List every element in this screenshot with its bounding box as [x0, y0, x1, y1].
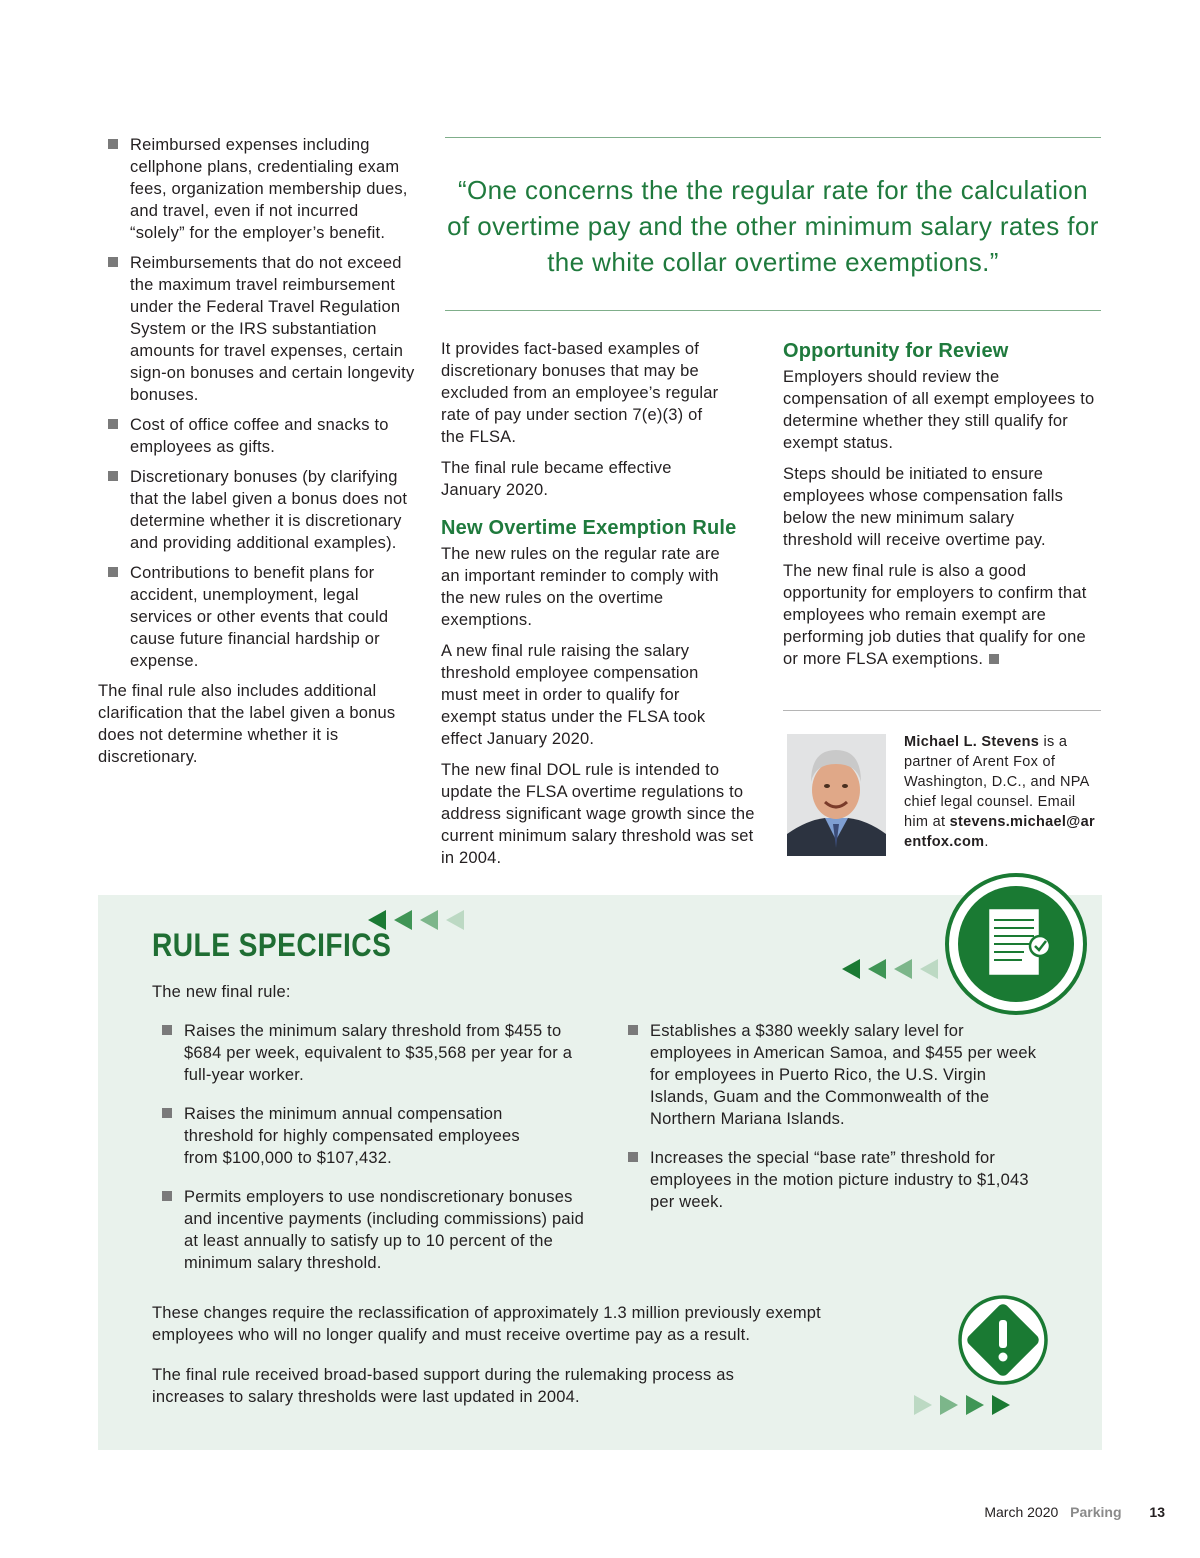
author-email[interactable]: stevens.michael@arentfox.com [904, 814, 1095, 850]
author-bio [904, 732, 1100, 852]
warning-icon [957, 1294, 1049, 1386]
bio-text-end: . [984, 834, 989, 850]
paragraph: Steps should be initiated to ensure employees whose compensation falls below the new minimum salary threshold will receive overtime pay. [783, 465, 1064, 549]
paragraph: The final rule became effective January 2020. [441, 459, 672, 499]
expense-list [98, 134, 416, 672]
list-item: Reimbursed expenses including cellphone plans, credentialing exam fees, organization membership dues, and travel, even if not incurred “solely” for the employer’s benefit. [98, 134, 416, 244]
paragraph [783, 560, 1103, 670]
panel-paragraphs [152, 1302, 882, 1417]
left-column [98, 134, 416, 777]
page-number: 13 [1149, 1504, 1165, 1520]
paragraph: A new final rule raising the salary threshold employee compensation must meet in order to qualify for exempt status under the FLSA took effect January 2020. [441, 642, 706, 748]
quote-bottom-rule [445, 310, 1101, 311]
author-name: Michael L. Stevens [904, 734, 1040, 750]
right-column [783, 338, 1103, 679]
panel-intro: The new final rule: [152, 983, 291, 1001]
paragraph: The new rules on the regular rate are an important reminder to comply with the new rules on the overtime exemptions. [441, 545, 720, 629]
list-item: Establishes a $380 weekly salary level for employees in American Samoa, and $455 per week for employees in Puerto Rico, the U.S. Virgin Islands, Guam and the Commonwealth of the Northern Mariana Islands. [618, 1020, 1038, 1130]
end-mark-icon [989, 654, 999, 664]
list-item: Cost of office coffee and snacks to employees as gifts. [98, 414, 416, 458]
page-footer [940, 1503, 1165, 1521]
middle-column [441, 338, 759, 878]
portrait-image [787, 734, 886, 856]
author-photo [787, 734, 886, 856]
closing-paragraph: The final rule also includes additional clarification that the label given a bonus does not determine whether it is discretionary. [98, 682, 396, 766]
section-heading: New Overtime Exemption Rule [441, 517, 737, 539]
paragraph: These changes require the reclassification of approximately 1.3 million previously exempt employees who will no longer qualify and must receive overtime pay as a result. [152, 1304, 821, 1344]
paragraph: The final rule received broad-based support during the rulemaking process as increases to salary thresholds were last updated in 2004. [152, 1366, 735, 1406]
paragraph-text: The new final rule is also a good opportunity for employers to confirm that employees who remain exempt are performing job duties that qualify for one or more FLSA exemptions. [783, 562, 1087, 668]
list-item: Increases the special “base rate” threshold for employees in the motion picture industry to $1,043 per week. [618, 1147, 1038, 1213]
panel-title: RULE SPECIFICS [152, 927, 392, 963]
bio-text: is a partner of Arent Fox of Washington, D.C., and NPA chief legal counsel. Email him at [904, 734, 1089, 830]
paragraph: Employers should review the compensation of all exempt employees to determine whether they still qualify for exempt status. [783, 368, 1095, 452]
list-item: Raises the minimum annual compensation threshold for highly compensated employees from $100,000 to $107,432. [152, 1103, 584, 1169]
list-item: Discretionary bonuses (by clarifying that the label given a bonus does not determine whether it is discretionary and providing additional examples). [98, 466, 416, 554]
document-check-icon [944, 872, 1088, 1016]
paragraph: The new final DOL rule is intended to update the FLSA overtime regulations to address significant wage growth since the current minimum salary threshold was set in 2004. [441, 761, 755, 867]
panel-left-list [152, 1020, 584, 1282]
list-item: Contributions to benefit plans for accident, unemployment, legal services or other events that could cause future financial hardship or expense. [98, 562, 416, 672]
paragraph: It provides fact-based examples of discretionary bonuses that may be excluded from an employee’s regular rate of pay under section 7(e)(3) of the FLSA. [441, 340, 719, 446]
section-heading: Opportunity for Review [783, 340, 1009, 362]
pull-quote: “One concerns the the regular rate for the calculation of overtime pay and the other minimum salary rates for the white collar overtime exemptions.” [447, 175, 1099, 277]
list-item: Reimbursements that do not exceed the maximum travel reimbursement under the Federal Travel Regulation System or the IRS substantiation amounts for travel expenses, certain sign-on bonuses and certain longevity bonuses. [98, 252, 416, 406]
list-item: Raises the minimum salary threshold from $455 to $684 per week, equivalent to $35,568 per year for a full-year worker. [152, 1020, 584, 1086]
bio-rule [783, 710, 1101, 711]
list-item: Permits employers to use nondiscretionary bonuses and incentive payments (including commissions) paid at least annually to satisfy up to 10 percent of the minimum salary threshold. [152, 1186, 584, 1274]
footer-date: March 2020 [984, 1504, 1059, 1520]
footer-publication: Parking [1070, 1504, 1122, 1520]
panel-right-list [618, 1020, 1038, 1221]
quote-top-rule [445, 137, 1101, 138]
arrows-left-icon [842, 958, 940, 980]
arrows-right-icon [914, 1394, 1012, 1416]
